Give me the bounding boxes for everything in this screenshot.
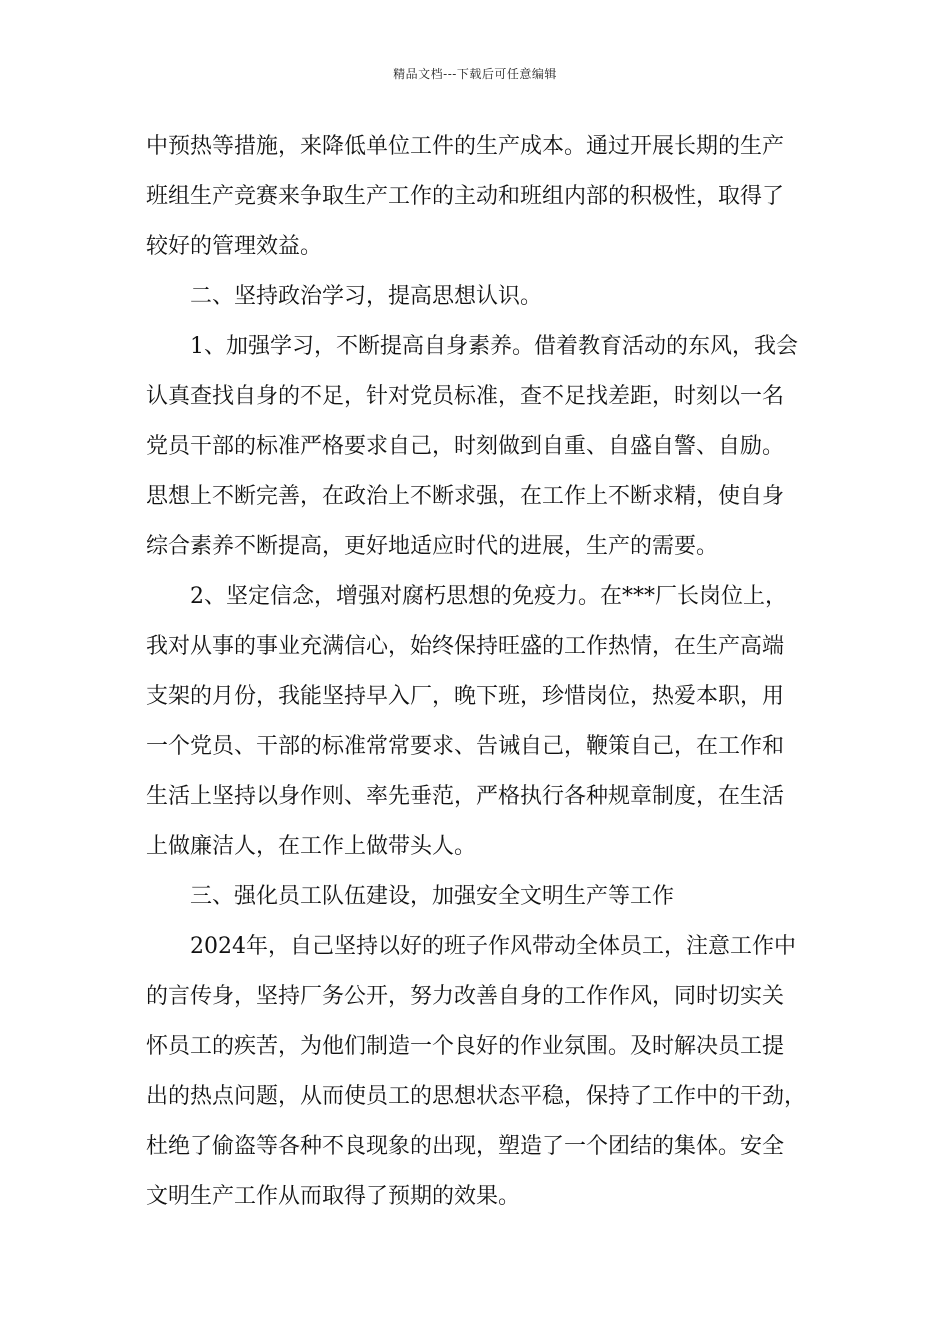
text-line: 上做廉洁人，在工作上做带头人。 (146, 834, 477, 859)
text-line: 党员干部的标准严格要求自己，时刻做到自重、自盛自警、自励。 (146, 434, 785, 459)
document-body (146, 122, 808, 1222)
text-line: 综合素养不断提高，更好地适应时代的进展，生产的需要。 (146, 534, 719, 559)
text-line: 怀员工的疾苦，为他们制造一个良好的作业氛围。及时解决员工提 (146, 1034, 785, 1059)
text-line: 文明生产工作从而取得了预期的效果。 (146, 1184, 521, 1209)
paragraph-start: 2、坚定信念，增强对腐朽思想的免疫力。在***厂长岗位上， (190, 584, 787, 609)
text-line: 我对从事的事业充满信心，始终保持旺盛的工作热情，在生产高端 (146, 634, 785, 659)
text-line: 思想上不断完善，在政治上不断求强，在工作上不断求精，使自身 (146, 484, 785, 509)
section-heading: 三、强化员工队伍建设，加强安全文明生产等工作 (190, 884, 675, 909)
text-line: 的言传身，坚持厂务公开，努力改善自身的工作作风，同时切实关 (146, 984, 785, 1009)
text-line: 中预热等措施，来降低单位工件的生产成本。通过开展长期的生产 (146, 134, 785, 159)
text-line: 认真查找自身的不足，针对党员标准，查不足找差距，时刻以一名 (146, 384, 785, 409)
text-line: 杜绝了偷盗等各种不良现象的出现，塑造了一个团结的集体。安全 (146, 1134, 785, 1159)
text-line: 生活上坚持以身作则、率先垂范，严格执行各种规章制度，在生活 (146, 784, 785, 809)
text-line: 出的热点问题，从而使员工的思想状态平稳，保持了工作中的干劲， (146, 1084, 807, 1109)
text-line: 一个党员、干部的标准常常要求、告诫自己，鞭策自己，在工作和 (146, 734, 785, 759)
text-line: 较好的管理效益。 (146, 234, 323, 259)
page-header: 精品文档---下载后可任意编辑 (393, 67, 557, 81)
paragraph-start: 2024年，自己坚持以好的班子作风带动全体员工，注意工作中 (190, 934, 796, 959)
section-heading: 二、坚持政治学习，提高思想认识。 (190, 284, 543, 309)
paragraph-start: 1、加强学习，不断提高自身素养。借着教育活动的东风，我会 (190, 334, 798, 359)
text-line: 班组生产竞赛来争取生产工作的主动和班组内部的积极性，取得了 (146, 184, 785, 209)
text-line: 支架的月份，我能坚持早入厂，晚下班，珍惜岗位，热爱本职，用 (146, 684, 785, 709)
